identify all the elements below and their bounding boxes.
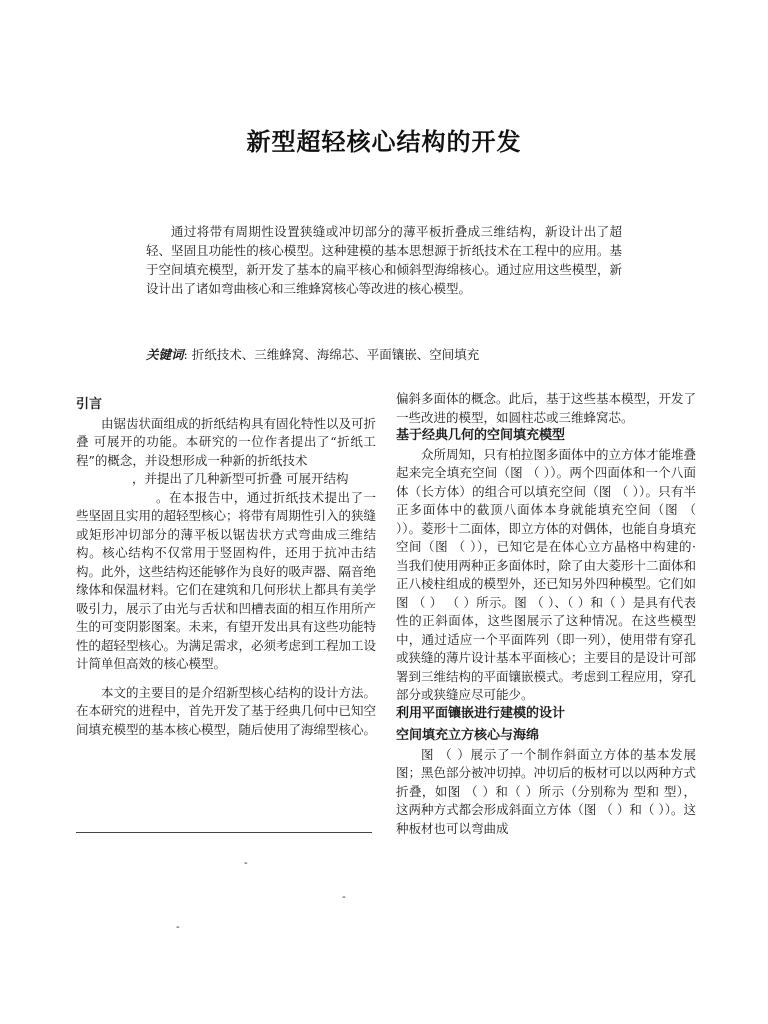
keywords-separator: : (183, 347, 188, 362)
space-filling-paragraph: 众所周知，只有柏拉图多面体中的立方体才能堆叠起来完全填充空间（图 （ ））。两个四面体和一个八面体（长方体）的组合可以填充空间（图 （ ））。只有半正多面体中的截顶八面体本身就能填充空间（图 （ ））。菱形十二面体，即立方体的对偶体，也能自身填充空间（图 （ ）），已知它是在体心立方晶格中构建的· 当我们使用两种正多面体时，除了由大菱形十二面体和正八棱柱组成的模型外，还已知另外四种模型。它们如图 （ ） （ ）所示。图 （ ）、（ ）和（ ）是具有代表性的正斜面体，这些图展示了这种情况。在这些模型中，通过适应一个平面阵列（即一列），使用带有穿孔或狭缝的薄片设计基本平面核心；主要目的是设计可部署到三维结构的平面镶嵌模式。考虑到工程应用，穿孔部分或狭缝应尽可能少。 (396, 446, 697, 702)
intro-paragraph-2: 本文的主要目的是介绍新型核心结构的设计方法。在本研究的进程中，首先开发了基于经典几何中已知空间填充模型的基本核心模型，随后使用了海绵型核心。 (76, 684, 377, 737)
intro-paragraph-1b: ，并提出了几种新型可折叠 可展开结构 (132, 471, 349, 486)
keywords-text: 折纸技术、三维蜂窝、海绵芯、平面镶嵌、空间填充 (191, 347, 480, 362)
right-column (396, 390, 696, 838)
intro-paragraph-1a: 由锯齿状面组成的折纸结构具有固化特性以及可折叠 可展开的功能。本研究的一位作者提出了“折纸工程”的概念，并设想形成一种新的折纸技术 (76, 415, 377, 468)
section-heading-tessellation: 利用平面镶嵌进行建模的设计 (396, 705, 566, 721)
intro-paragraph-1c-start (76, 489, 376, 674)
keywords-label: 关键词 (146, 347, 184, 362)
footnote-mark-2: - (342, 890, 346, 903)
intro-paragraph-1c: 。在本报告中，通过折纸技术提出了一些坚固且实用的超轻型核心；将带有周期性引入的狭缝或矩形冲切部分的薄平板以锯齿状方式弯曲成三维结构。核心结构不仅常用于竖固构件，还用于抗冲击结构。此外，这些结构还能够作为良好的吸声器、隔音绝缘体和保温材料。它们在建筑和几何形状上都具有美学吸引力，展示了由光与舌状和凹槽表面的相互作用所产生的可变阴影图案。未来，有望开发出具有这些功能特性的超轻型核心。为满足需求，必须考虑到工程加工设计简单但高效的核心模型。 (76, 489, 377, 671)
cube-core-paragraph: 图 （ ）展示了一个制作斜面立方体的基本发展图；黑色部分被冲切掉。冲切后的板材可以以两种方式折叠，如图 （ ）和（ ）所示（分别称为 型和 型），这两种方式都会形成斜面立方体（图 （ ）和（ ））。这种板材也可以弯曲成 (396, 746, 697, 836)
paper-title: 新型超轻核心结构的开发 (246, 127, 522, 156)
left-column (76, 396, 376, 739)
keywords (146, 345, 622, 364)
footnote-divider (76, 832, 372, 833)
footnote-mark-1: - (244, 856, 248, 869)
abstract: 通过将带有周期性设置狭缝或冲切部分的薄平板折叠成三维结构，新设计出了超轻、坚固且功能性的核心模型。这种建模的基本思想源于折纸技术在工程中的应用。基于空间填充模型，新开发了基本的扁平核心和倾斜型海绵核心。通过应用这些模型，新设计出了诸如弯曲核心和三维蜂窝核心等改进的核心模型。 (146, 224, 622, 296)
footnote-mark-3: - (176, 920, 180, 933)
continued-paragraph: 偏斜多面体的概念。此后，基于这些基本模型，开发了一些改进的模型，如圆柱芯或三维蜂窝芯。 (396, 391, 697, 425)
section-heading-space-filling: 基于经典几何的空间填充模型 (396, 428, 566, 443)
intro-heading: 引言 (76, 397, 103, 412)
subsection-heading-cube-core: 空间填充立方核心与海绵 (396, 728, 540, 743)
